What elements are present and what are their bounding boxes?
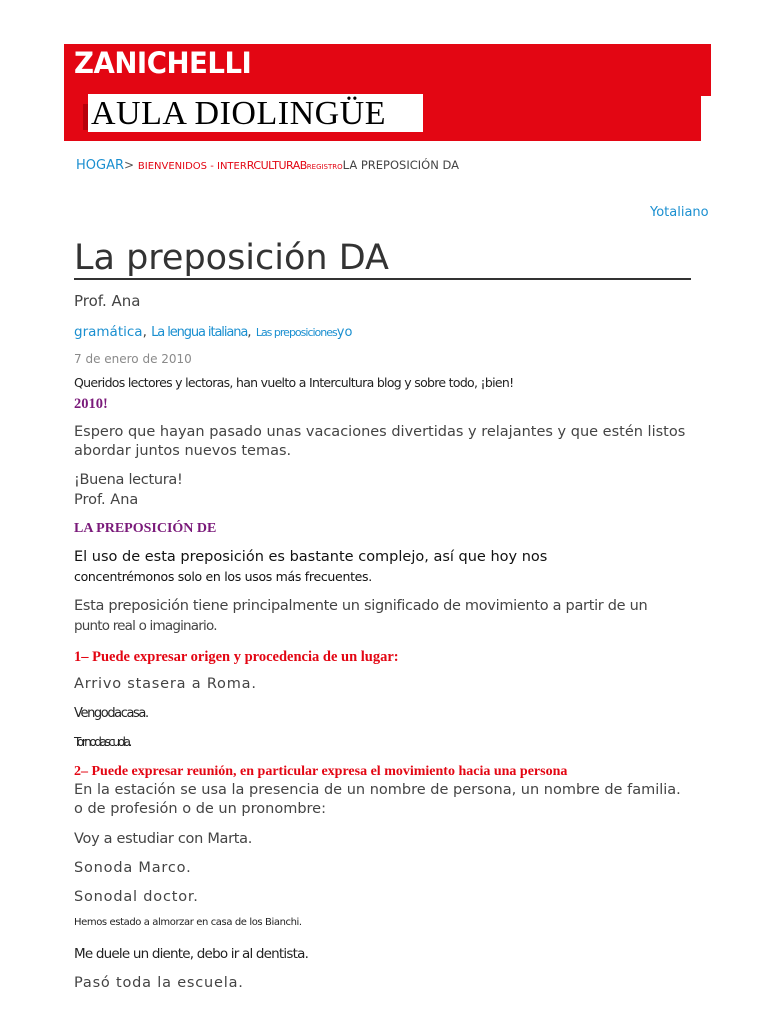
section-heading: LA PREPOSICIÓN DE bbox=[74, 521, 217, 536]
brand-logo[interactable]: ZANICHELLI bbox=[74, 46, 252, 80]
tag-suffix[interactable]: yo bbox=[336, 325, 353, 340]
site-banner bbox=[64, 44, 711, 141]
intro-paragraph: Queridos lectores y lectoras, han vuelto a Intercultura blog y sobre todo, ¡bien! bbox=[74, 375, 514, 390]
title-underline bbox=[74, 278, 691, 280]
tag-italian-language[interactable]: La lengua italiana bbox=[151, 325, 248, 340]
breadcrumb-separator: > bbox=[124, 158, 135, 172]
tag-prepositions[interactable]: Las preposiciones bbox=[255, 326, 337, 339]
signature: Prof. Ana bbox=[74, 492, 139, 508]
site-title-box[interactable] bbox=[88, 94, 423, 132]
top-link[interactable]: Yotaliano bbox=[650, 205, 709, 220]
paragraph-line: El uso de esta preposición es bastante complejo, así que hoy nos bbox=[74, 549, 548, 565]
author: Prof. Ana bbox=[74, 292, 141, 310]
example-line: Arrivo stasera a Roma. bbox=[74, 676, 257, 692]
breadcrumb-section[interactable]: BIENVENIDOS - INTER bbox=[137, 161, 247, 172]
greeting: ¡Buena lectura! bbox=[74, 472, 183, 488]
breadcrumb-section-b[interactable]: RCULTURAB bbox=[246, 159, 307, 172]
paragraph-line: Esta preposición tiene principalmente un significado de movimiento a partir de un bbox=[74, 598, 648, 614]
paragraph-line: o de profesión o de un pronombre: bbox=[74, 801, 326, 817]
example-line: Sonoda Marco. bbox=[74, 860, 192, 876]
post-date: 7 de enero de 2010 bbox=[74, 352, 192, 366]
point-heading: 1– Puede expresar origen y procedencia de un lugar: bbox=[74, 649, 399, 665]
breadcrumb-current: LA PREPOSICIÓN DA bbox=[342, 158, 459, 172]
example-line: Pasó toda la escuela. bbox=[74, 975, 244, 991]
example-line: Vengodacasa. bbox=[74, 706, 148, 721]
tag-grammar[interactable]: gramática bbox=[74, 324, 143, 340]
paragraph-line: En la estación se usa la presencia de un nombre de persona, un nombre de familia. bbox=[74, 782, 681, 798]
banner-notch bbox=[701, 96, 711, 141]
tag-separator: , bbox=[142, 324, 147, 340]
paragraph-line: abordar juntos nuevos temas. bbox=[74, 443, 292, 459]
tag-separator: , bbox=[247, 324, 252, 340]
breadcrumb-home[interactable]: HOGAR bbox=[76, 158, 125, 173]
point-heading: 2– Puede expresar reunión, en particular expresa el movimiento hacia una persona bbox=[74, 764, 568, 779]
site-title: AULA DIOLINGÜE bbox=[91, 95, 387, 132]
paragraph-line: Espero que hayan pasado unas vacaciones divertidas y relajantes y que estén listos bbox=[74, 424, 686, 440]
breadcrumb bbox=[76, 158, 459, 173]
tag-list bbox=[74, 324, 352, 340]
example-line: Voy a estudiar con Marta. bbox=[74, 831, 253, 847]
paragraph-line: punto real o imaginario. bbox=[74, 618, 217, 634]
paragraph-line: concentrémonos solo en los usos más frecuentes. bbox=[74, 569, 372, 584]
breadcrumb-register[interactable]: REGISTRO bbox=[306, 163, 343, 171]
example-line: Sonodal doctor. bbox=[74, 889, 199, 905]
example-line: Hemos estado a almorzar en casa de los Bianchi. bbox=[74, 917, 302, 928]
page-title: La preposición DA bbox=[74, 238, 389, 278]
example-line: Tornodascuola. bbox=[74, 735, 130, 749]
intro-year: 2010! bbox=[74, 396, 108, 412]
example-line: Me duele un diente, debo ir al dentista. bbox=[74, 946, 309, 962]
